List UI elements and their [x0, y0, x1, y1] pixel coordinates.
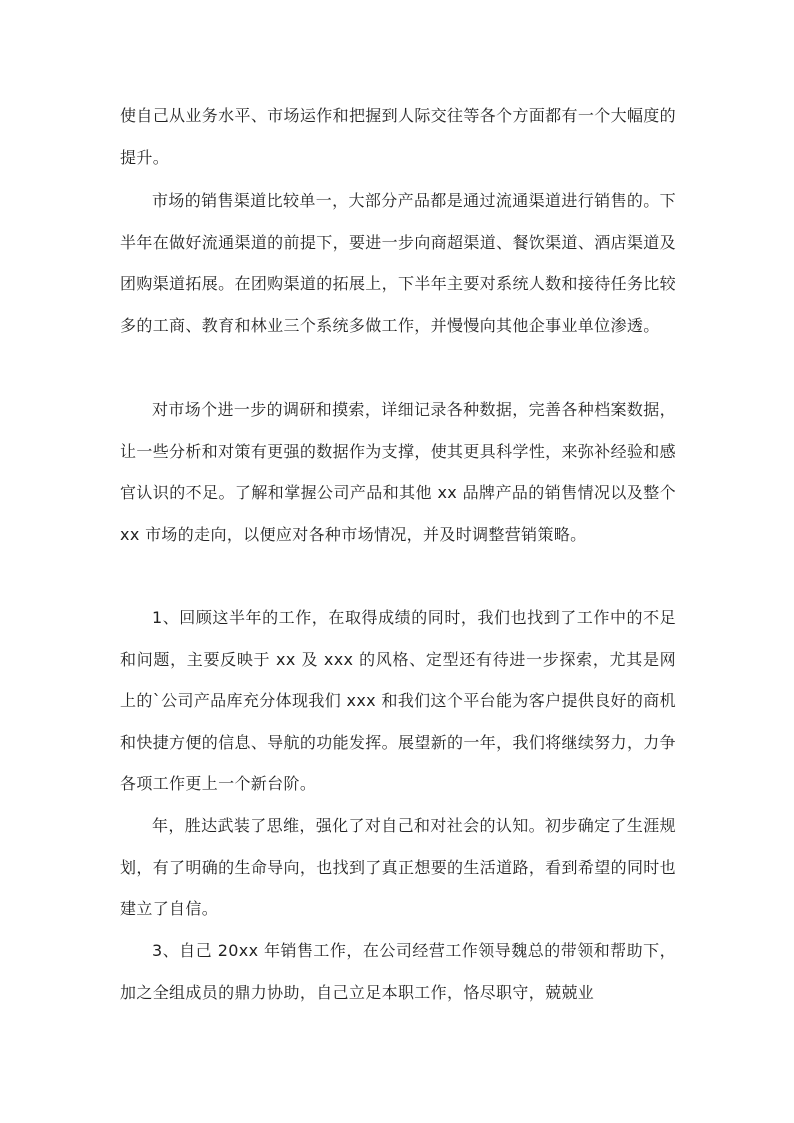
- paragraph-continuation: 使自己从业务水平、市场运作和把握到人际交往等各个方面都有一个大幅度的提升。: [120, 106, 676, 167]
- paragraph-mindset: 年，胜达武装了思维，强化了对自己和对社会的认知。初步确定了生涯规划，有了明确的生命导向，也找到了真正想要的生活道路，看到希望的同时也建立了自信。: [120, 816, 676, 919]
- paragraph-market-research: 对市场个进一步的调研和摸索，详细记录各种数据，完善各种档案数据，让一些分析和对策有更强的数据作为支撑，使其更具科学性，来弥补经验和感官认识的不足。了解和掌握公司产品和其他 xx 品牌产品的销售情况以及整个 xx 市场的走向，以便应对各种市场情况，并及时调整营销策略。: [120, 400, 676, 544]
- paragraph-sales-work: 3、自己 20xx 年销售工作，在公司经营工作领导魏总的带领和帮助下，加之全组成员的鼎力协助，自己立足本职工作，恪尽职守，兢兢业: [120, 941, 676, 1002]
- paragraph-review: 1、回顾这半年的工作，在取得成绩的同时，我们也找到了工作中的不足和问题，主要反映于 xx 及 xxx 的风格、定型还有待进一步探索，尤其是网上的`公司产品库充分体现我们 xxx 和我们这个平台能为客户提供良好的商机和快捷方便的信息、导航的功能发挥。展望新的一年，我们将继续努力，力争各项工作更上一个新台阶。: [120, 608, 676, 794]
- paragraph-sales-channels: 市场的销售渠道比较单一，大部分产品都是通过流通渠道进行销售的。下半年在做好流通渠道的前提下，要进一步向商超渠道、餐饮渠道、酒店渠道及团购渠道拓展。在团购渠道的拓展上，下半年主要对系统人数和接待任务比较多的工商、教育和林业三个系统多做工作，并慢慢向其他企事业单位渗透。: [120, 191, 676, 335]
